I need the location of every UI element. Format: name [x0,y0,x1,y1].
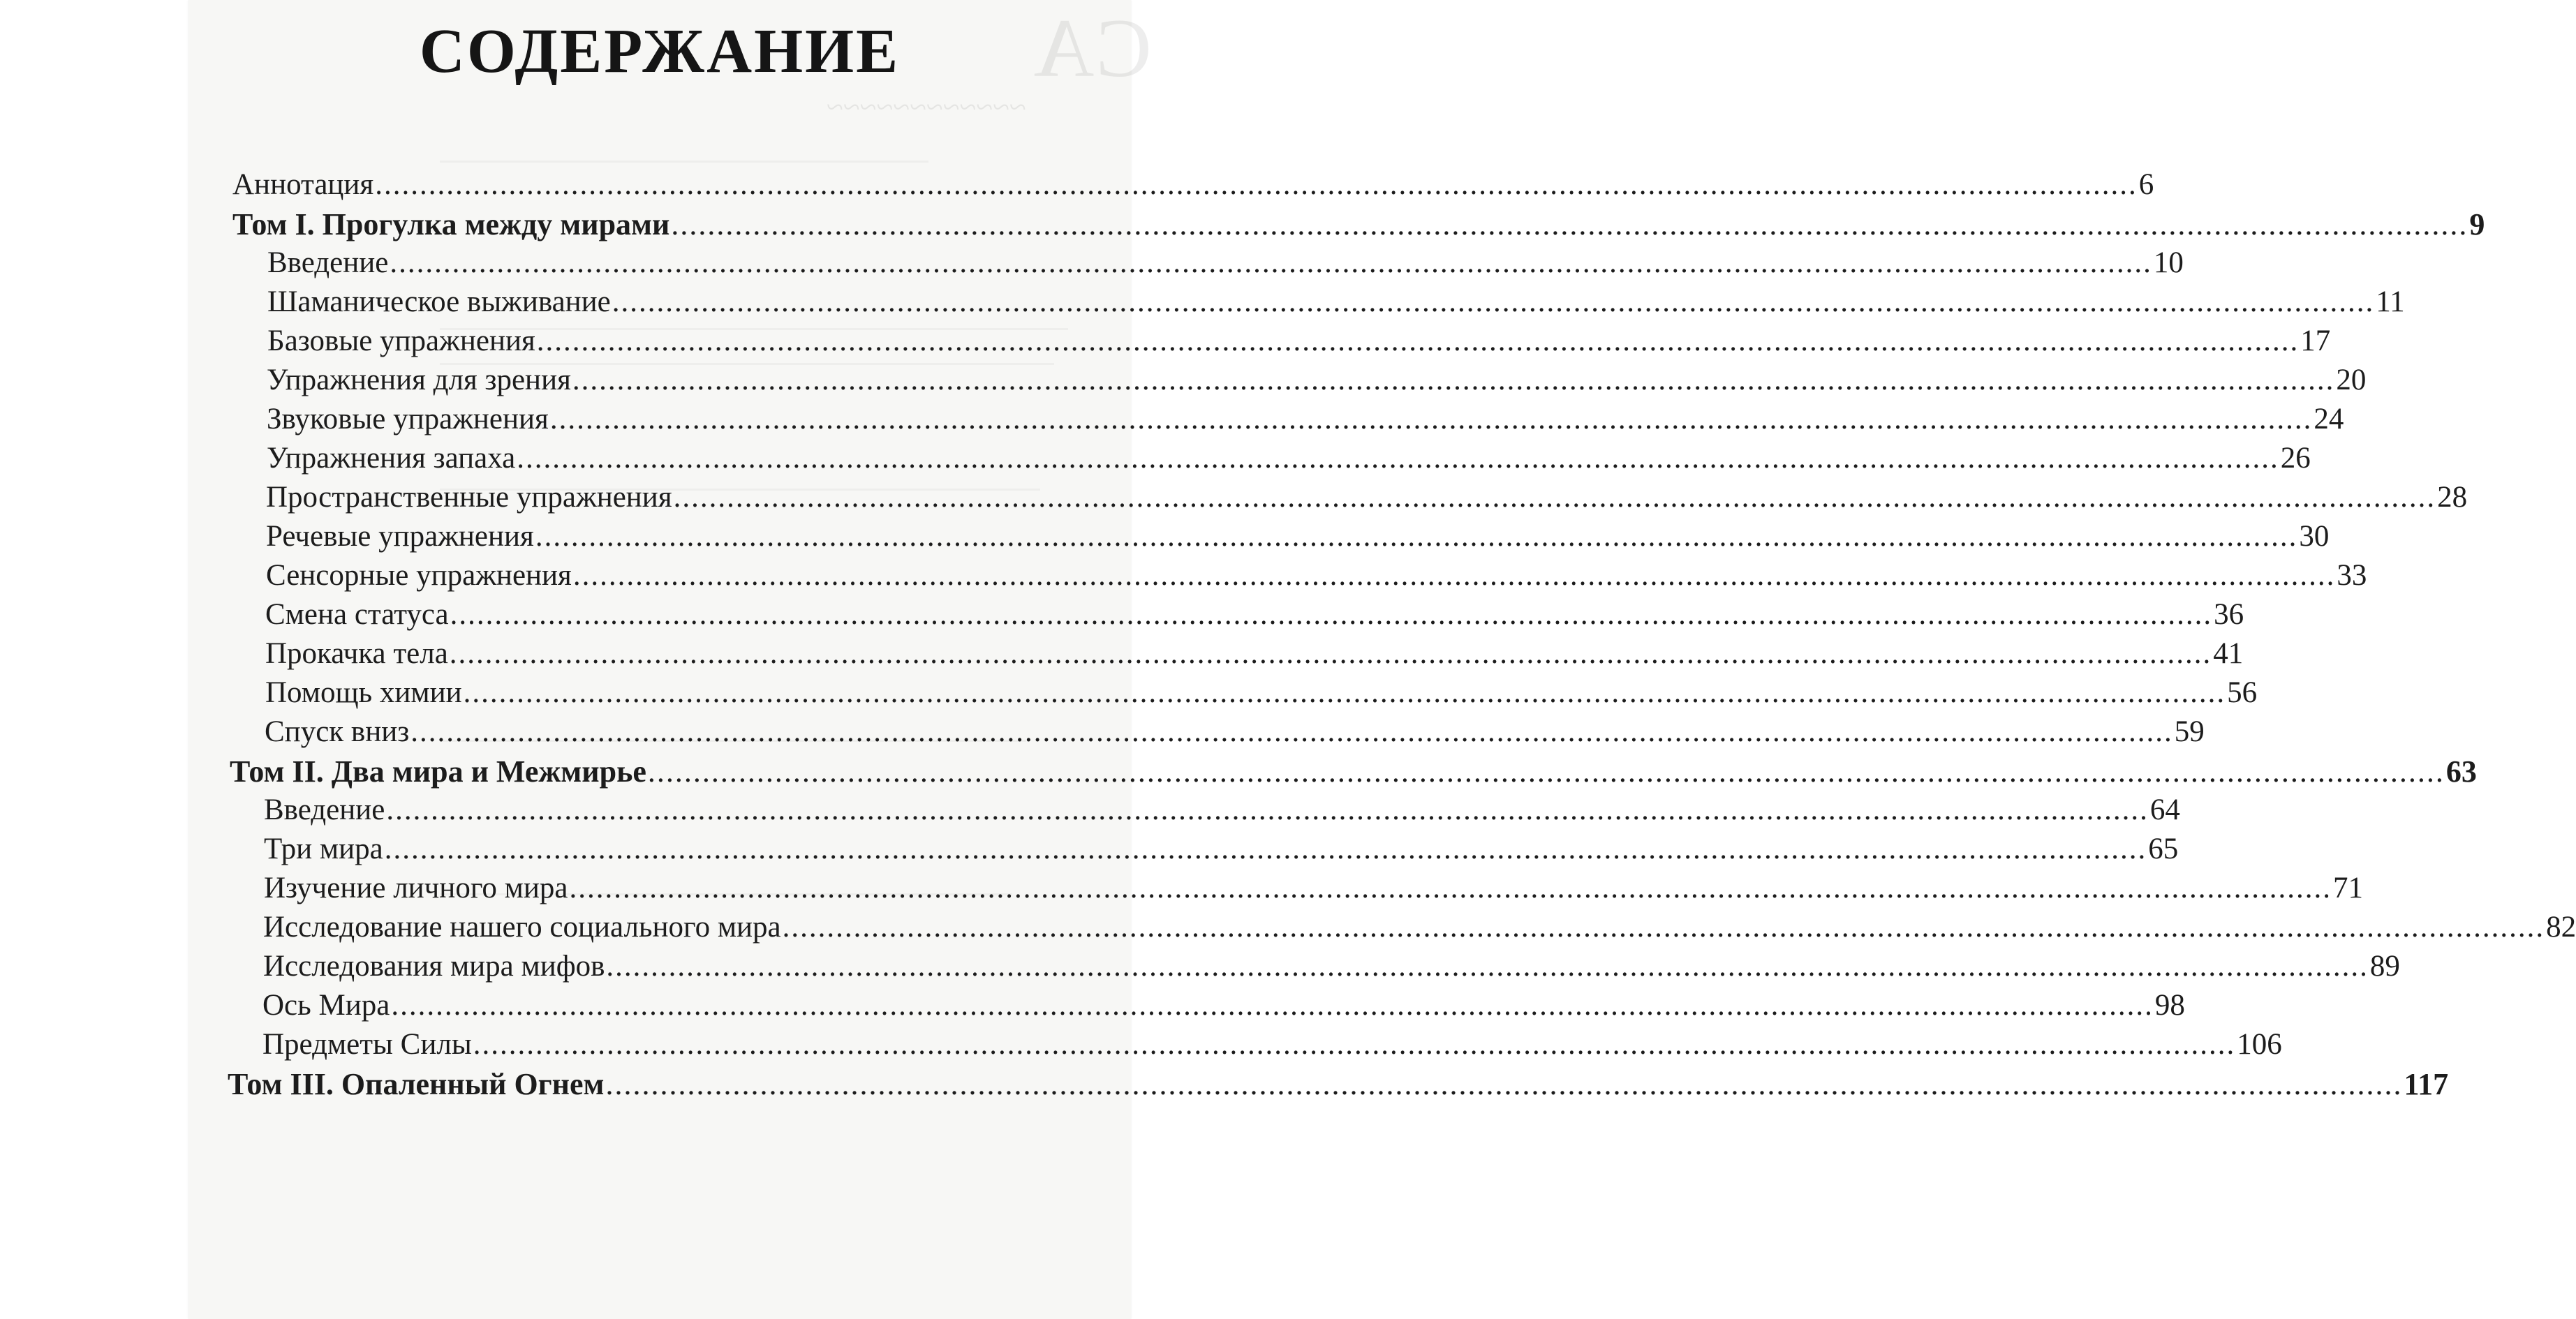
toc-entry-page: 117 [2404,1067,2449,1101]
toc-entry-label: Том III. Опаленный Огнем [228,1067,605,1101]
dot-leader [606,949,2369,983]
toc-entry-label: Речевые упражнения [266,520,534,553]
toc-entry-page: 89 [2369,950,2400,983]
toc-entry-page: 28 [2437,481,2468,514]
toc-entry-label: Предметы Силы [262,1028,472,1061]
bleed-through-line [440,161,928,163]
toc-entry-page: 41 [2213,637,2244,670]
dot-leader [550,402,2313,436]
toc-entry-label: Шаманическое выживание [267,285,611,318]
toc-entry-label: Том II. Два мира и Межмирье [230,754,646,789]
toc-entry-label: Прокачка тела [265,637,448,670]
toc-entry-label: Помощь химии [265,676,462,709]
toc-entry-page: 82 [2546,911,2576,944]
dot-leader [385,832,2147,866]
dot-leader [410,715,2173,749]
dot-leader [450,597,2213,632]
book-page [188,0,2576,1319]
toc-entry-label: Три мира [264,833,383,865]
toc-entry-label: Пространственные упражнения [266,481,672,514]
toc-entry-page: 36 [2214,598,2244,631]
toc-entry-page: 9 [2469,207,2485,241]
toc-entry-label: Упражнения запаха [267,442,516,475]
toc-entry-page: 11 [2376,285,2405,318]
toc-entry-label: Упражнения для зрения [267,364,571,396]
dot-leader [450,636,2212,671]
dot-leader [464,676,2226,710]
toc-entry-page: 106 [2237,1028,2282,1061]
dot-leader [517,441,2279,475]
toc-entry-label: Исследование нашего социального мира [263,911,781,944]
toc-entry-label: Базовые упражнения [267,325,535,357]
toc-entry-label: Спуск вниз [265,715,410,748]
bleed-through-glyphs: СА [1028,1,1152,94]
dot-leader [612,285,2375,319]
dot-leader [606,1066,2403,1102]
toc-entry-page: 30 [2299,520,2330,553]
toc-entry-label: Аннотация [232,168,374,201]
toc-entry-page: 24 [2314,403,2344,435]
toc-entry-label: Изучение личного мира [264,872,568,904]
dot-leader [648,754,2445,789]
toc-entry-page: 20 [2336,364,2367,396]
toc-entry-page: 71 [2332,872,2363,904]
dot-leader [671,207,2468,242]
toc-entry-label: Ось Мира [262,989,390,1022]
dot-leader [783,910,2545,944]
toc-entry-label: Введение [267,246,389,279]
dot-leader [390,246,2152,280]
toc-entry-label: Введение [264,793,385,826]
dot-leader [674,480,2436,514]
toc-entry-page: 59 [2174,715,2205,748]
dot-leader [537,324,2300,358]
toc-volume-entry[interactable] [228,1066,2449,1112]
dot-leader [386,793,2149,827]
toc-entry-page: 64 [2149,793,2180,826]
toc-entry-label: Сенсорные упражнения [266,559,572,592]
dot-leader [375,167,2138,202]
dot-leader [535,519,2298,553]
dot-leader [569,871,2332,905]
toc-entry-page: 33 [2337,559,2367,592]
toc-entry-page: 26 [2280,442,2311,475]
toc-entry-label: Звуковые упражнения [267,403,549,435]
bleed-through-subtitle: ~~~~~~~~~~~~ [827,90,1026,124]
toc-entry-page: 10 [2153,246,2184,279]
toc-entry-page: 65 [2148,833,2179,865]
toc-entry-label: Том I. Прогулка между мирами [232,207,670,241]
toc-entry-page: 98 [2154,989,2185,1022]
dot-leader [391,988,2154,1022]
dot-leader [572,363,2335,397]
toc-entry-page: 63 [2445,754,2477,789]
toc-entry-label: Смена статуса [265,598,449,631]
toc-entry-label: Исследования мира мифов [263,950,605,983]
toc-entry-page: 17 [2300,325,2331,357]
page-title: СОДЕРЖАНИЕ [419,17,901,86]
dot-leader [573,558,2336,593]
toc-entry-page: 6 [2138,168,2154,201]
dot-leader [473,1027,2236,1061]
toc-entry-page: 56 [2227,676,2258,709]
